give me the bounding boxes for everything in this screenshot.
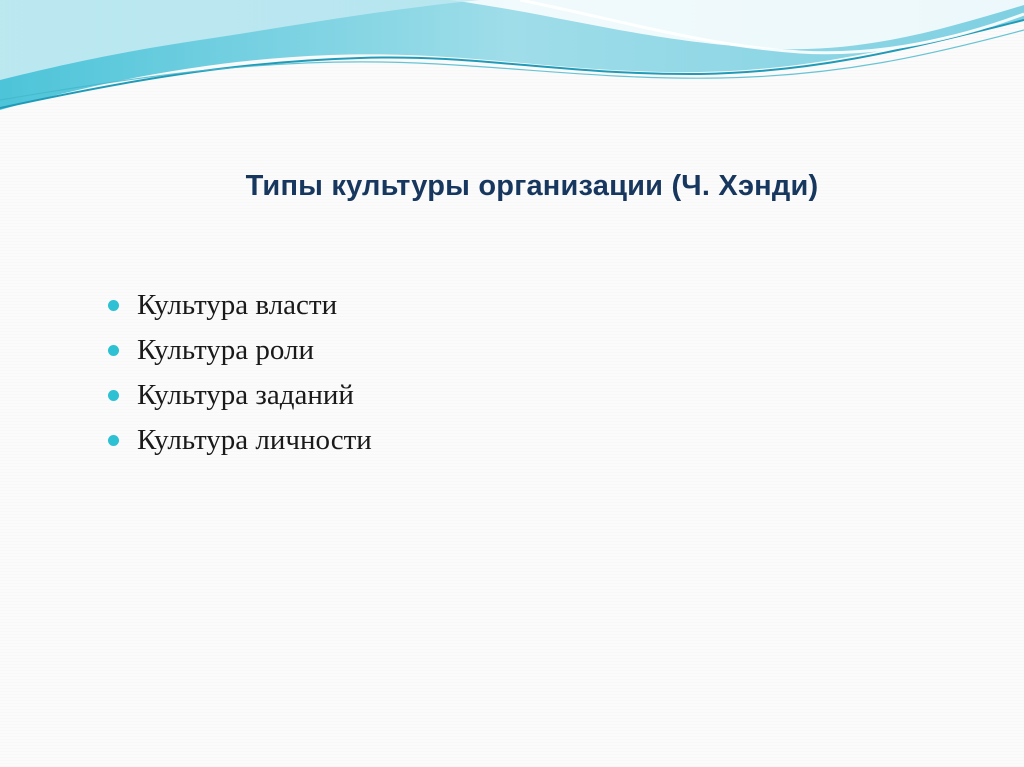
list-item-label: Культура власти	[137, 289, 338, 321]
list-item-label: Культура личности	[137, 424, 372, 456]
list-item	[106, 418, 372, 463]
list-item-label: Культура роли	[137, 334, 315, 366]
wave-decoration	[0, 0, 1024, 130]
list-item	[106, 283, 372, 328]
slide-title: Типы культуры организации (Ч. Хэнди)	[245, 170, 819, 202]
bullet-dot-icon	[108, 345, 119, 356]
bullet-dot-icon	[108, 435, 119, 446]
list-item	[106, 373, 372, 418]
list-item-label: Культура заданий	[137, 379, 354, 411]
bullet-dot-icon	[108, 300, 119, 311]
list-item	[106, 328, 372, 373]
bullet-list	[106, 283, 372, 463]
bullet-dot-icon	[108, 390, 119, 401]
